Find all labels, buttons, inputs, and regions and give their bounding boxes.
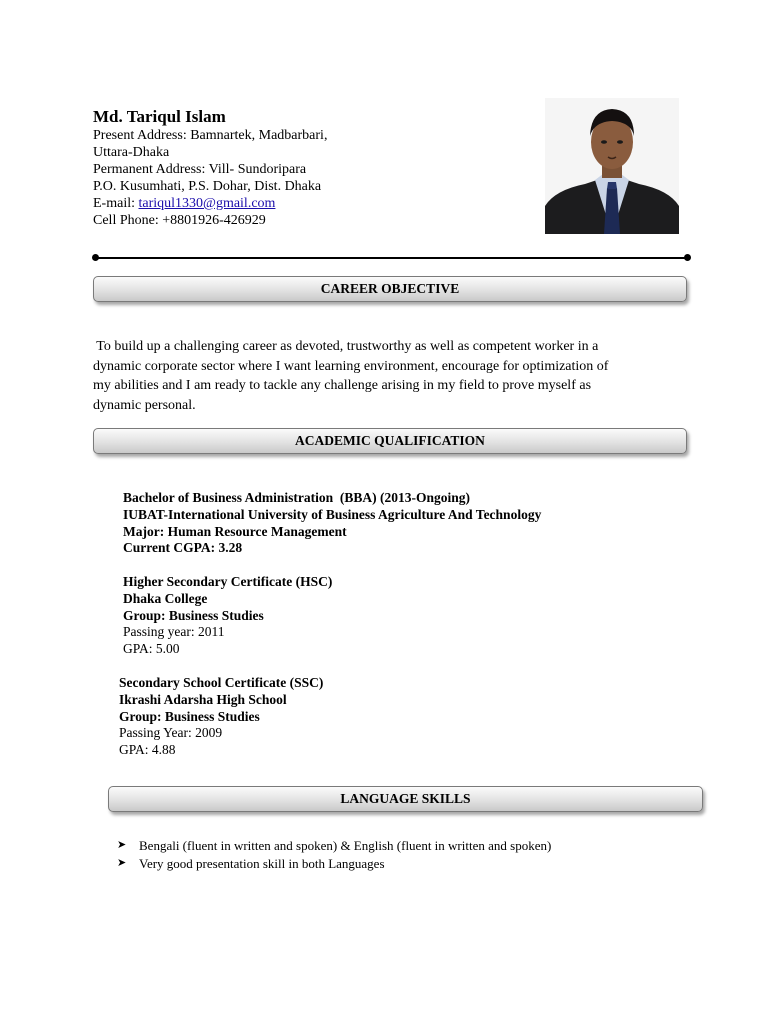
language-skill-text: Bengali (fluent in written and spoken) & English (fluent in written and spoken)	[139, 838, 552, 853]
present-address-line2: Uttara-Dhaka	[93, 145, 170, 160]
profile-photo	[545, 98, 679, 234]
permanent-address-line1: Permanent Address: Vill- Sundoripara	[93, 162, 307, 177]
section-bar-language: LANGUAGE SKILLS	[108, 786, 703, 812]
present-address-line1: Present Address: Bamnartek, Madbarbari,	[93, 128, 328, 143]
email-label: E-mail:	[93, 196, 139, 211]
bba-major: Major: Human Resource Management	[123, 523, 347, 539]
ssc-group: Group: Business Studies	[119, 708, 260, 724]
hsc-group: Group: Business Studies	[123, 607, 264, 623]
contact-block	[93, 127, 327, 229]
objective-line: dynamic personal.	[93, 397, 196, 413]
career-objective-text	[93, 337, 673, 415]
list-item	[117, 855, 551, 873]
language-skill-text: Very good presentation skill in both Languages	[139, 855, 385, 871]
header-divider	[96, 257, 687, 259]
list-item	[117, 837, 551, 855]
email-link[interactable]: tariqul1330@gmail.com	[138, 196, 276, 211]
objective-line: To build up a challenging career as devoted, trustworthy as well as competent worker in a	[93, 339, 599, 354]
ssc-year: Passing Year: 2009	[119, 725, 223, 741]
education-bba	[123, 490, 541, 557]
bba-institution: IUBAT-International University of Business Agriculture And Technology	[123, 506, 542, 522]
permanent-address-line2: P.O. Kusumhati, P.S. Dohar, Dist. Dhaka	[93, 179, 322, 194]
objective-line: dynamic corporate sector where I want learning environment, encourage for optimization of	[93, 358, 609, 374]
candidate-name: Md. Tariqul Islam	[93, 107, 226, 126]
ssc-institution: Ikrashi Adarsha High School	[119, 691, 287, 707]
divider-right-dot	[684, 254, 691, 261]
arrow-bullet-icon: ➤	[117, 839, 127, 851]
bba-degree: Bachelor of Business Administration (BBA) (2013-Ongoing)	[123, 490, 471, 505]
hsc-year: Passing year: 2011	[123, 624, 225, 640]
section-bar-career-objective: CAREER OBJECTIVE	[93, 276, 687, 302]
ssc-gpa: GPA: 4.88	[119, 742, 176, 758]
education-ssc	[119, 675, 323, 759]
hsc-gpa: GPA: 5.00	[123, 641, 180, 657]
ssc-degree: Secondary School Certificate (SSC)	[119, 675, 324, 690]
arrow-bullet-icon: ➤	[117, 856, 127, 869]
hsc-institution: Dhaka College	[123, 590, 208, 606]
language-skills-list	[117, 837, 551, 872]
section-bar-academic: ACADEMIC QUALIFICATION	[93, 428, 687, 454]
email-line	[93, 195, 327, 212]
objective-line: my abilities and I am ready to tackle any challenge arising in my field to prove myself as	[93, 378, 592, 393]
bba-cgpa: Current CGPA: 3.28	[123, 540, 243, 556]
hsc-degree: Higher Secondary Certificate (HSC)	[123, 574, 333, 589]
education-hsc	[123, 574, 332, 658]
phone-line: Cell Phone: +8801926-426929	[93, 213, 266, 228]
